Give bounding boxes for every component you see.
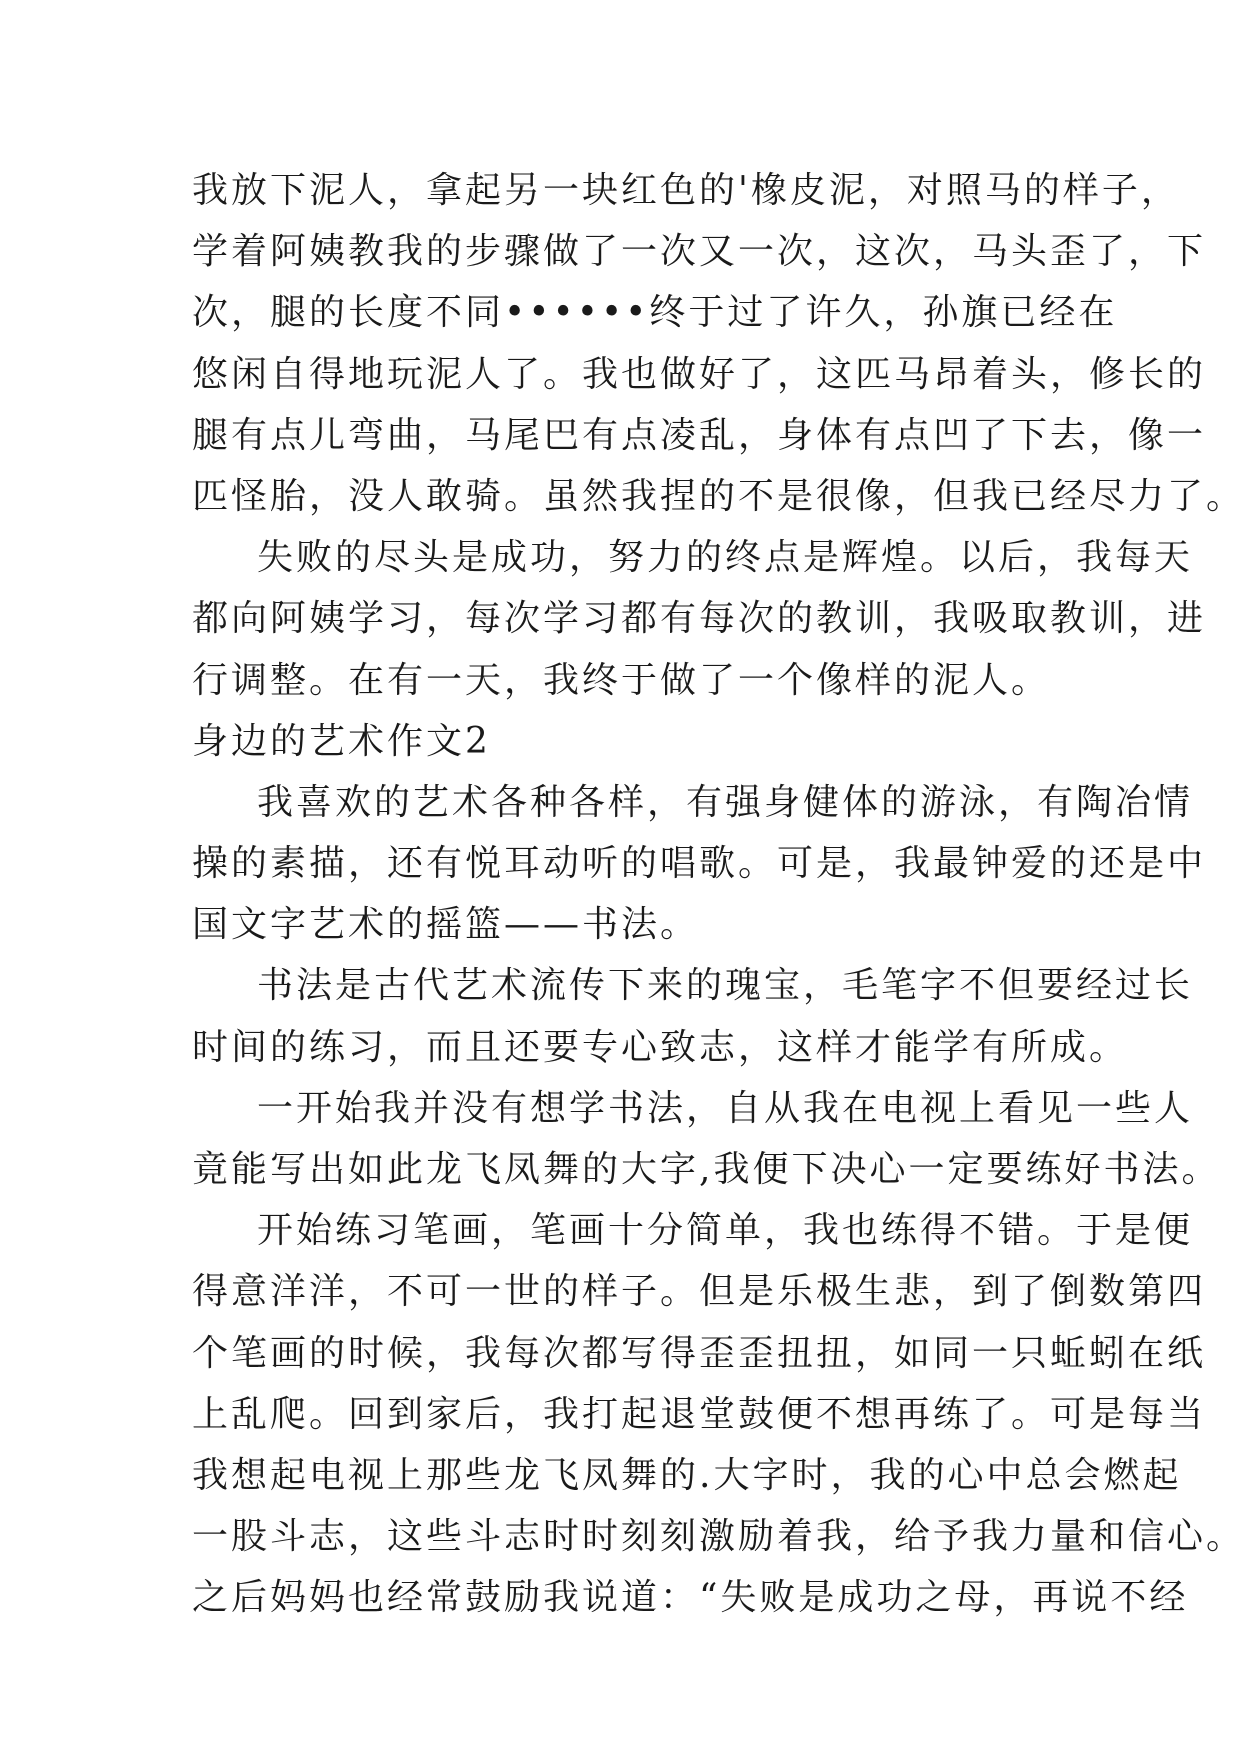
paragraph-first-line: 开始练习笔画，笔画十分简单，我也练得不错。于是便 bbox=[257, 1210, 1194, 1252]
body-line: 腿有点儿弯曲，马尾巴有点凌乱，身体有点凹了下去，像一 bbox=[192, 414, 1207, 456]
body-line: 个笔画的时候，我每次都写得歪歪扭扭，如同一只蚯蚓在纸 bbox=[192, 1332, 1207, 1374]
body-line: 一股斗志，这些斗志时时刻刻激励着我，给予我力量和信心。 bbox=[192, 1516, 1245, 1558]
body-line: 我想起电视上那些龙飞凤舞的.大字时，我的心中总会燃起 bbox=[192, 1454, 1182, 1496]
body-line: 上乱爬。回到家后，我打起退堂鼓便不想再练了。可是每当 bbox=[192, 1393, 1207, 1435]
body-line: 时间的练习，而且还要专心致志，这样才能学有所成。 bbox=[192, 1026, 1129, 1068]
body-line: 我放下泥人，拿起另一块红色的'橡皮泥，对照马的样子， bbox=[192, 170, 1180, 211]
paragraph-first-line: 我喜欢的艺术各种各样，有强身健体的游泳，有陶冶情 bbox=[257, 781, 1194, 823]
body-line: 竟能写出如此龙飞凤舞的大字,我便下决心一定要练好书法。 bbox=[192, 1149, 1221, 1190]
body-line: 都向阿姨学习，每次学习都有每次的教训，我吸取教训，进 bbox=[192, 598, 1207, 640]
body-line: 国文字艺术的摇篮——书法。 bbox=[192, 904, 700, 946]
paragraph-first-line: 一开始我并没有想学书法，自从我在电视上看见一些人 bbox=[257, 1087, 1194, 1129]
body-line: 之后妈妈也经常鼓励我说道：“失败是成功之母，再说不经 bbox=[192, 1577, 1189, 1619]
body-line: 悠闲自得地玩泥人了。我也做好了，这匹马昂着头，修长的 bbox=[192, 353, 1207, 395]
paragraph-first-line: 失败的尽头是成功，努力的终点是辉煌。以后，我每天 bbox=[257, 537, 1194, 579]
body-line: 次，腿的长度不同••••••终于过了许久，孙旗已经在 bbox=[192, 292, 1118, 334]
paragraph-first-line: 书法是古代艺术流传下来的瑰宝，毛笔字不但要经过长 bbox=[257, 965, 1194, 1007]
body-line: 操的素描，还有悦耳动听的唱歌。可是，我最钟爱的还是中 bbox=[192, 843, 1207, 885]
body-line: 匹怪胎，没人敢骑。虽然我捏的不是很像，但我已经尽力了。 bbox=[192, 475, 1245, 517]
article-body bbox=[192, 160, 1245, 1629]
body-line: 学着阿姨教我的步骤做了一次又一次，这次，马头歪了，下 bbox=[192, 231, 1207, 273]
body-line: 得意洋洋，不可一世的样子。但是乐极生悲，到了倒数第四 bbox=[192, 1271, 1207, 1313]
body-line: 行调整。在有一天，我终于做了一个像样的泥人。 bbox=[192, 659, 1051, 701]
section-title: 身边的艺术作文2 bbox=[192, 720, 491, 762]
